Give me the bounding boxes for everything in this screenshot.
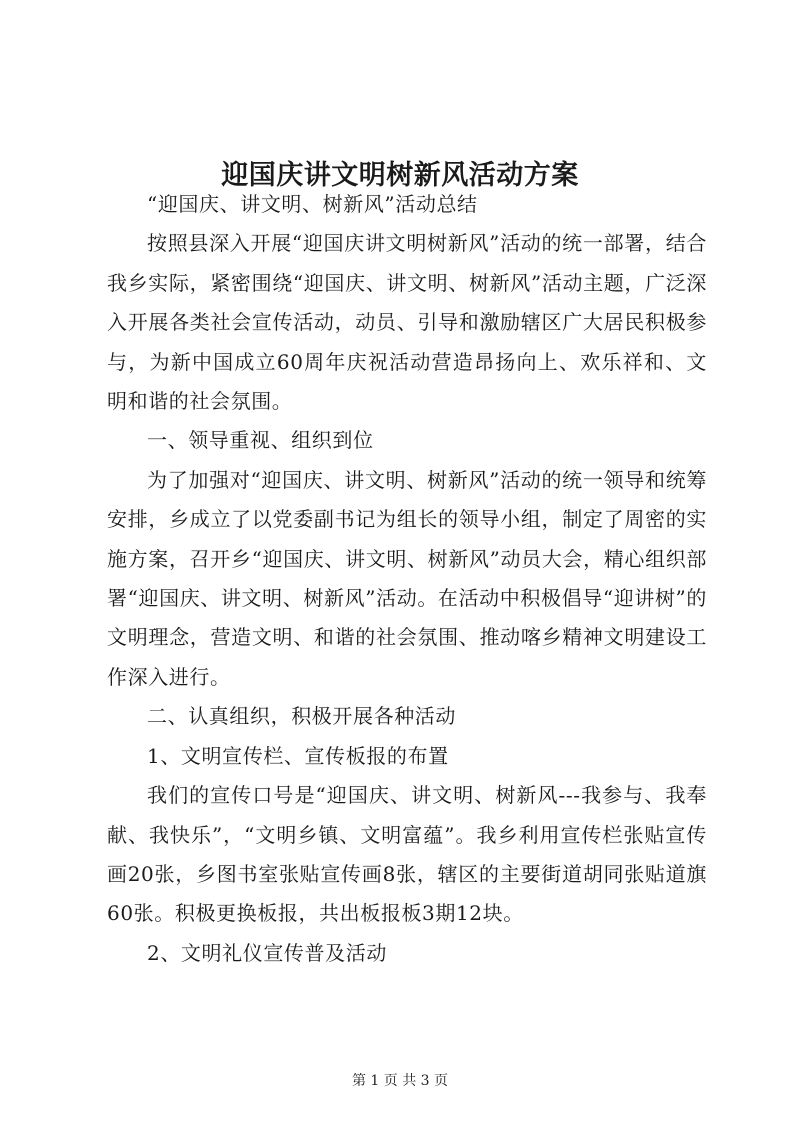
- summary-heading: “迎国庆、讲文明、树新风”活动总结: [147, 192, 478, 216]
- document-body: [107, 185, 707, 973]
- page-footer: [0, 1071, 800, 1091]
- document-title: 迎国庆讲文明树新风活动方案: [221, 160, 579, 192]
- subsection-heading-2: 2、文明礼仪宣传普及活动: [147, 940, 387, 965]
- intro-paragraph: 按照县深入开展“迎国庆讲文明树新风”活动的统一部署，结合我乡实际，紧密围绕“迎国庆、讲文明、树新风”活动主题，广泛深入开展各类社会宣传活动，动员、引导和激励辖区广大居民积极参与，为新中国成立60周年庆祝活动营造昂扬向上、欢乐祥和、文明和谐的社会氛围。: [107, 231, 707, 414]
- subsection-heading-1: 1、文明宣传栏、宣传板报的布置: [147, 743, 449, 768]
- subsection-1-paragraph: 我们的宣传口号是“迎国庆、讲文明、树新风---我参与、我奉献、我快乐”，“文明乡镇、文明富蕴”。我乡利用宣传栏张贴宣传画20张，乡图书室张贴宣传画8张，辖区的主要街道胡同张贴道旗60张。积极更换板报，共出板报板3期12块。: [107, 783, 707, 926]
- page-number: 第 1 页 共 3 页: [351, 1073, 449, 1089]
- section-heading-2: 二、认真组织，积极开展各种活动: [147, 704, 456, 729]
- section-heading-1: 一、领导重视、组织到位: [147, 428, 374, 453]
- section-1-paragraph: 为了加强对“迎国庆、讲文明、树新风”活动的统一领导和统筹安排，乡成立了以党委副书记为组长的领导小组，制定了周密的实施方案，召开乡“迎国庆、讲文明、树新风”动员大会，精心组织部署“迎国庆、讲文明、树新风”活动。在活动中积极倡导“迎讲树”的文明理念，营造文明、和谐的社会氛围、推动喀乡精神文明建设工作深入进行。: [107, 467, 707, 689]
